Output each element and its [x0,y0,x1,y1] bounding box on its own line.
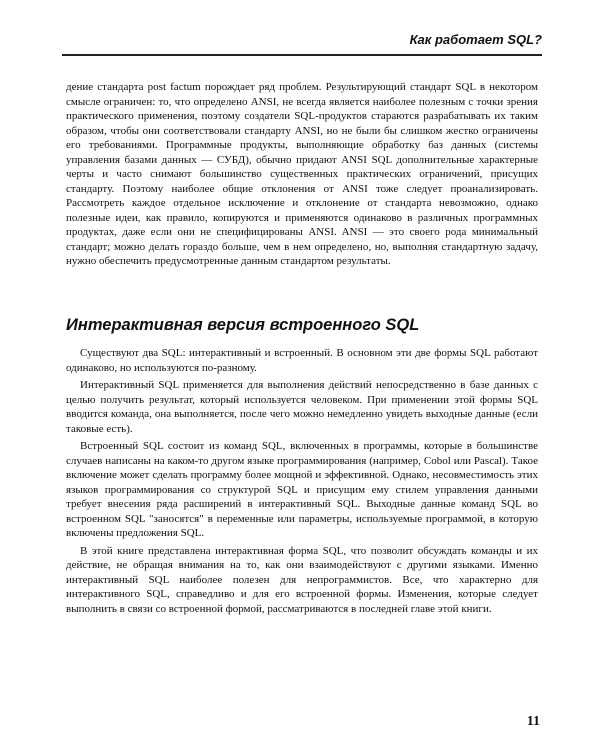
running-header-title: Как работает SQL? [409,32,542,47]
section-paragraph-1: Существуют два SQL: интерактивный и встроенный. В основном эти две формы SQL работают одинаково, но используются по-разному. [66,347,538,374]
section-paragraph-2: Интерактивный SQL применяется для выполнения действий непосредственно в базе данных с целью получить результат, который используется человеком. При применении этой формы SQL вводится команда, она выполняется, после чего можно немедленно увидеть выходные данные (если таковые есть). [66,379,538,435]
intro-text-block [66,80,538,269]
intro-paragraph: дение стандарта post factum порождает ряд проблем. Результирующий стандарт SQL в некотором смысле ограничен: то, что определено ANSI, не всегда является наиболее полезным с точки зрения практического применения, поэтому создатели SQL-продуктов стараются разрабатывать их таким образом, чтобы они соответствовали стандарту ANSI, но не были бы слишком жестко ограничены его требованиями. Программные продукты, выполняющие обработку баз данных (системы управления базами данных — СУБД), обычно придают ANSI SQL дополнительные характерные черты и часто снимают большинство существенных практических ограничений, присущих стандарту. Поэтому наиболее общие отклонения от ANSI тоже следует проанализировать. Рассмотреть каждое отдельное исключение и отклонение от стандарта невозможно, однако полезные идеи, как правило, копируются и применяются одинаково в различных программных продуктах, даже если они не специфицированы ANSI. ANSI — это своего рода минимальный стандарт; можно делать гораздо больше, чем в нем определено, но, выполняя стандартную задачу, нужно обеспечить предусмотренные данным стандартом результаты. [66,81,538,267]
header-rule [62,54,542,56]
section-paragraph-4: В этой книге представлена интерактивная форма SQL, что позволит обсуждать команды и их действие, не обращая внимания на то, как они взаимодействуют с другими языками. Именно интерактивный SQL наиболее полезен для непрограммистов. Все, что характерно для интерактивного SQL, справедливо и для его встроенной формы. Изменения, которые следует выполнить в связи со встроенной формой, рассматриваются в последней главе этой книги. [66,544,538,615]
section-text-block [66,346,538,619]
section-paragraph-3: Встроенный SQL состоит из команд SQL, включенных в программы, которые в большинстве случаев написаны на каком-то другом языке программирования (например, Cobol или Pascal). Такое включение может сделать программу более мощной и эффективной. Однако, несовместимость этих языков программирования со структурой SQL и присущим ему стилем управления данными требует внесения ряда расширений в интерактивный SQL. Выходные данные команд SQL во встроенном SQL "заносятся" в переменные или параметры, используемые программой, в которую включены предложения SQL. [66,440,538,539]
page-number: 11 [526,714,540,729]
section-heading: Интерактивная версия встроенного SQL [66,316,420,334]
